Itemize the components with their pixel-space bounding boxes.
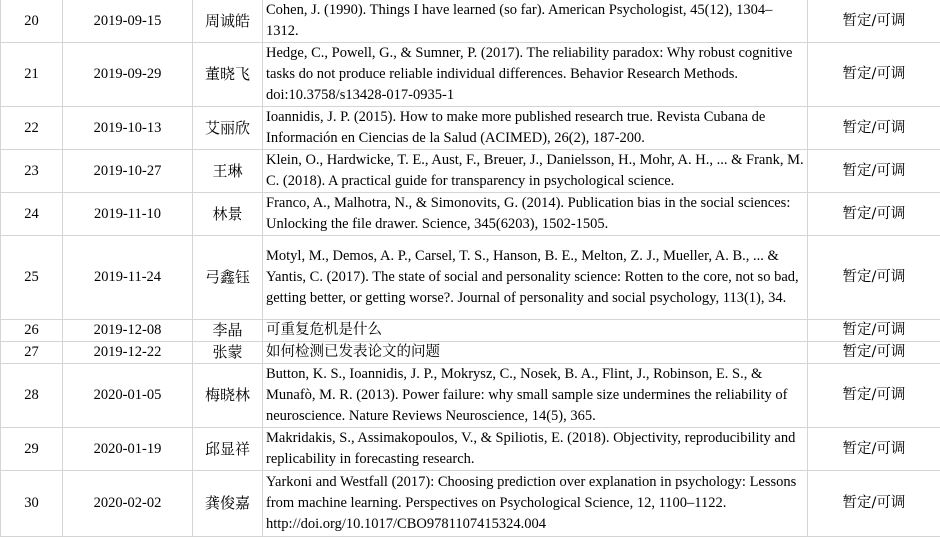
presenter-name: 张蒙 [193,342,263,364]
row-number: 27 [1,342,63,364]
presenter-name: 艾丽欣 [193,107,263,150]
date-cell: 2019-09-29 [63,43,193,107]
status-cell: 暂定/可调 [808,364,940,428]
row-number: 29 [1,428,63,471]
presenter-name: 弓鑫钰 [193,236,263,320]
status-cell: 暂定/可调 [808,0,940,43]
status-cell: 暂定/可调 [808,342,940,364]
reference-cell: Hedge, C., Powell, G., & Sumner, P. (2017). The reliability paradox: Why robust cognitive tasks do not produce reliable individual differences. Behavior Research Methods. doi:10.3758/s13428-017-0935-1 [263,43,808,107]
table-row [1,43,940,107]
table-row [1,193,940,236]
date-cell: 2020-01-05 [63,364,193,428]
row-number: 30 [1,471,63,537]
reference-cell: Klein, O., Hardwicke, T. E., Aust, F., Breuer, J., Danielsson, H., Mohr, A. H., ... & Frank, M. C. (2018). A practical guide for transparency in psychological science. [263,150,808,193]
date-cell: 2019-12-08 [63,320,193,342]
status-cell: 暂定/可调 [808,150,940,193]
date-cell: 2020-02-02 [63,471,193,537]
row-number: 24 [1,193,63,236]
reference-cell: Makridakis, S., Assimakopoulos, V., & Spiliotis, E. (2018). Objectivity, reproducibility and replicability in forecasting research. [263,428,808,471]
row-number: 23 [1,150,63,193]
row-number: 26 [1,320,63,342]
presenter-name: 龚俊嘉 [193,471,263,537]
row-number: 22 [1,107,63,150]
table-row [1,107,940,150]
table-row [1,150,940,193]
presenter-name: 林景 [193,193,263,236]
status-cell: 暂定/可调 [808,193,940,236]
row-number: 28 [1,364,63,428]
reference-cell: 如何检测已发表论文的问题 [263,342,808,364]
status-cell: 暂定/可调 [808,320,940,342]
reference-cell: Ioannidis, J. P. (2015). How to make more published research true. Revista Cubana de Información en Ciencias de la Salud (ACIMED), 26(2), 187-200. [263,107,808,150]
presenter-name: 王琳 [193,150,263,193]
status-cell: 暂定/可调 [808,428,940,471]
reference-cell: 可重复危机是什么 [263,320,808,342]
status-cell: 暂定/可调 [808,236,940,320]
reference-cell: Franco, A., Malhotra, N., & Simonovits, G. (2014). Publication bias in the social sciences: Unlocking the file drawer. Science, 345(6203), 1502-1505. [263,193,808,236]
date-cell: 2019-10-13 [63,107,193,150]
table-row [1,428,940,471]
status-cell: 暂定/可调 [808,43,940,107]
presenter-name: 梅晓林 [193,364,263,428]
presenter-name: 邱显祥 [193,428,263,471]
date-cell: 2019-10-27 [63,150,193,193]
reference-cell: Yarkoni and Westfall (2017): Choosing prediction over explanation in psychology: Lessons from machine learning. Perspectives on Psychological Science, 12, 1100–1122. http://doi.org/10.1017/CBO9781107415324.004 [263,471,808,537]
table-row [1,0,940,43]
presenter-name: 周诚皓 [193,0,263,43]
table-row [1,342,940,364]
status-cell: 暂定/可调 [808,107,940,150]
table-row [1,320,940,342]
date-cell: 2019-12-22 [63,342,193,364]
presenter-name: 董晓飞 [193,43,263,107]
table-row [1,364,940,428]
row-number: 25 [1,236,63,320]
reference-cell: Motyl, M., Demos, A. P., Carsel, T. S., Hanson, B. E., Melton, Z. J., Mueller, A. B., ... & Yantis, C. (2017). The state of social and personality science: Rotten to the core, not so bad, getting better, or getting worse?. Journal of personality and social psychology, 113(1), 34. [263,236,808,320]
date-cell: 2019-09-15 [63,0,193,43]
table-row [1,471,940,537]
date-cell: 2019-11-10 [63,193,193,236]
row-number: 21 [1,43,63,107]
date-cell: 2020-01-19 [63,428,193,471]
status-cell: 暂定/可调 [808,471,940,537]
date-cell: 2019-11-24 [63,236,193,320]
reference-cell: Button, K. S., Ioannidis, J. P., Mokrysz, C., Nosek, B. A., Flint, J., Robinson, E. S., & Munafò, M. R. (2013). Power failure: why small sample size undermines the reliability of neuroscience. Nature Reviews Neuroscience, 14(5), 365. [263,364,808,428]
reference-cell: Cohen, J. (1990). Things I have learned (so far). American Psychologist, 45(12), 1304–1312. [263,0,808,43]
presenter-name: 李晶 [193,320,263,342]
row-number: 20 [1,0,63,43]
table-row [1,236,940,320]
